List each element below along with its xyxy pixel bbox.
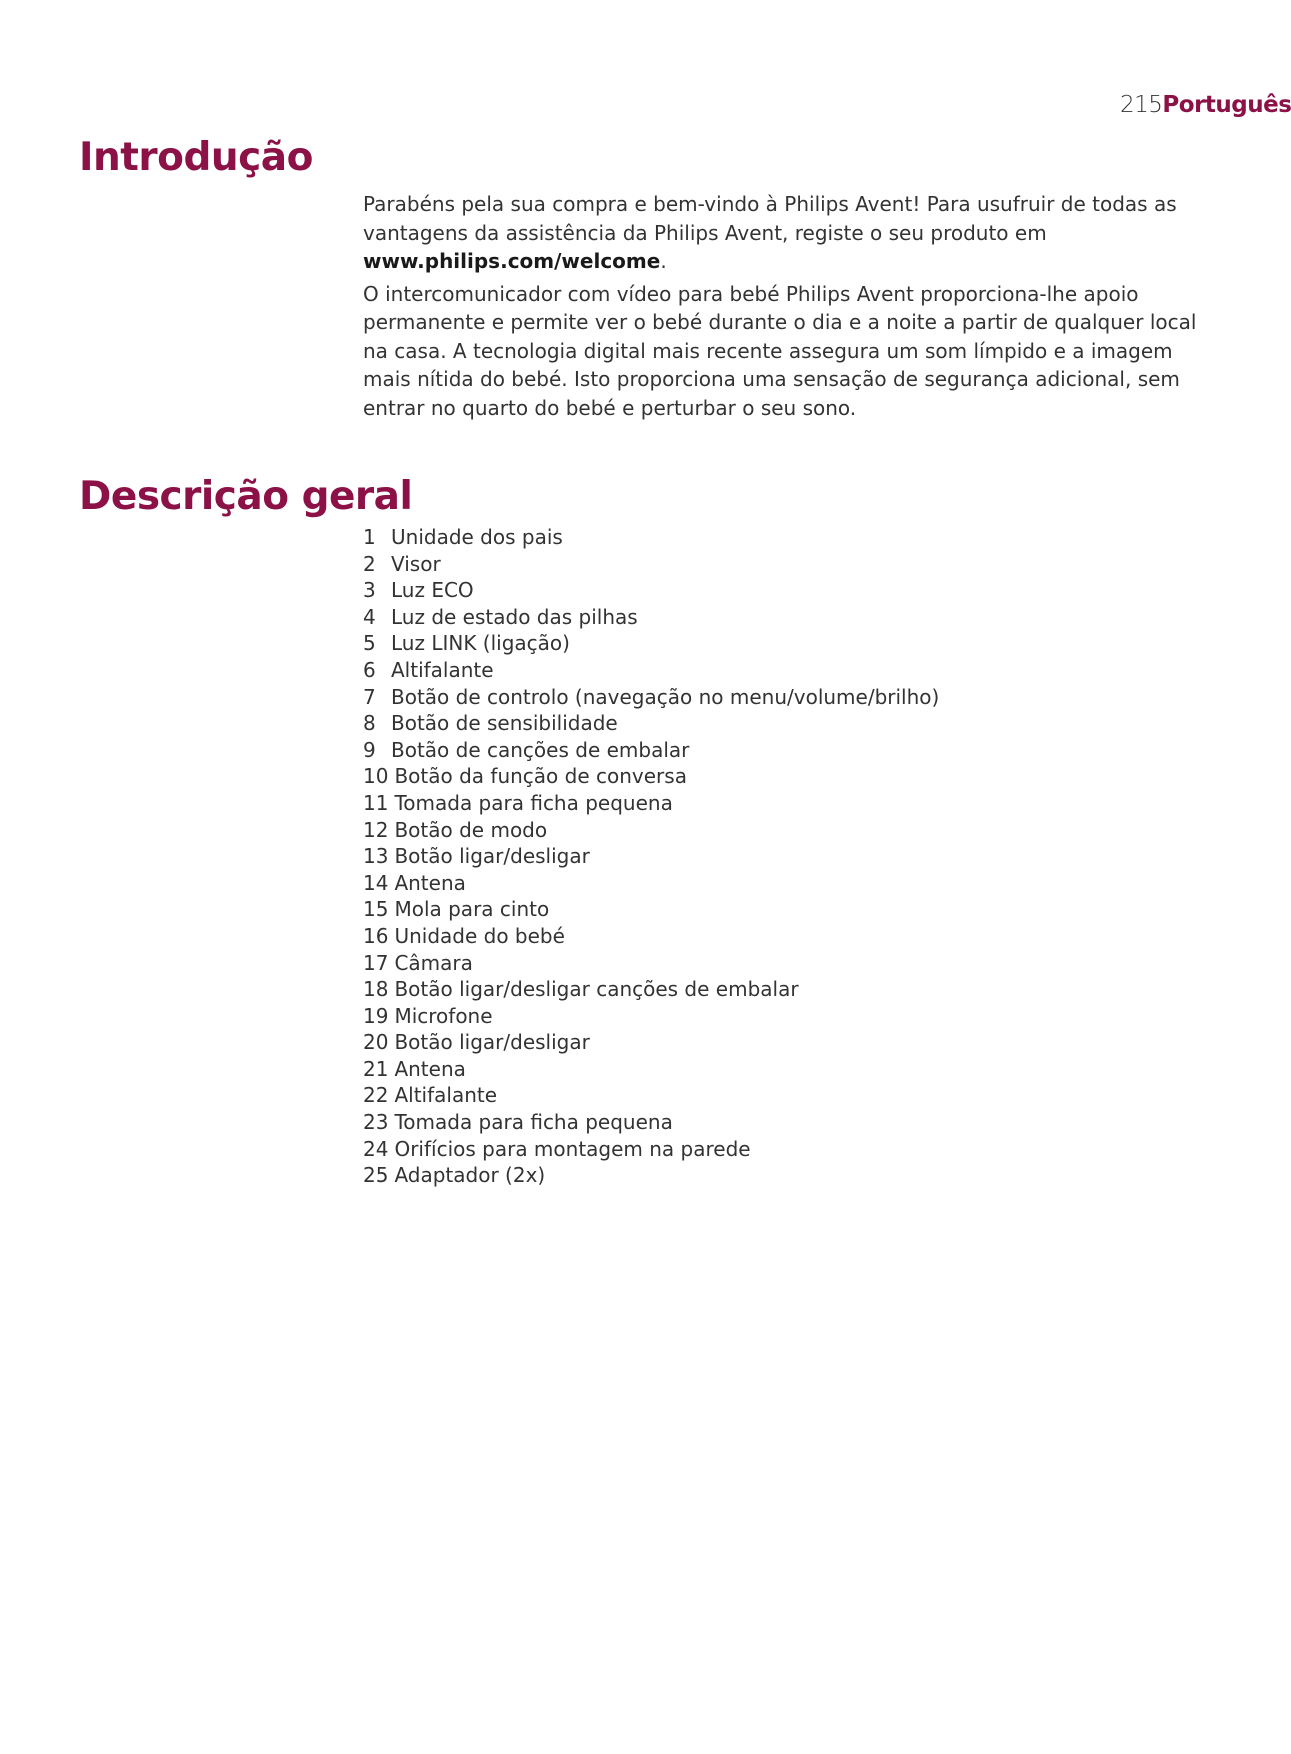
list-item-label: Microfone [394,1003,493,1028]
list-item-label: Botão ligar/desligar [394,1030,590,1055]
list-item-number: 10 [363,764,389,789]
list-item-label: Antena [394,1056,466,1081]
list-item-number: 16 [363,923,389,948]
list-item-number: 4 [363,604,376,629]
list-item-label: Antena [394,870,466,895]
intro-heading: Introdução [79,135,313,180]
list-item [363,684,1163,711]
intro-text: Parabéns pela sua compra e bem-vindo à Philips Avent! Para usufruir de todas as vantagens da assistência da Philips Avent, registe o seu produto em [363,192,1177,245]
list-item [363,1056,1163,1083]
list-item-label: Altifalante [391,657,494,682]
list-item [363,1082,1163,1109]
list-item-number: 5 [363,631,376,656]
list-item-number: 21 [363,1056,389,1081]
list-item-label: Luz ECO [391,578,474,603]
list-item-number: 1 [363,525,376,549]
list-item-number: 17 [363,950,389,975]
list-item-label: Visor [391,551,441,576]
list-item [363,630,1163,657]
list-item-number: 14 [363,870,389,895]
list-item-number: 25 [363,1163,389,1188]
list-item-label: Luz LINK (ligação) [391,631,570,656]
overview-heading: Descrição geral [79,474,413,519]
welcome-url: www.philips.com/welcome [363,249,661,273]
intro-text-end: . [660,249,667,273]
list-item-number: 2 [363,551,376,576]
list-item-label: Unidade dos pais [391,525,563,549]
page-header [1120,85,1291,125]
list-item [363,870,1163,897]
list-item-number: 8 [363,711,376,736]
page-number: 215 [1120,92,1163,118]
list-item [363,896,1163,923]
list-item [363,737,1163,764]
list-item-label: Luz de estado das pilhas [391,604,638,629]
list-item [363,950,1163,977]
list-item [363,843,1163,870]
list-item-number: 11 [363,790,389,815]
list-item [363,763,1163,790]
page-language: Português [1162,92,1291,118]
list-item-number: 19 [363,1003,389,1028]
list-item [363,551,1163,578]
list-item-number: 6 [363,657,376,682]
list-item-label: Adaptador (2x) [394,1163,546,1188]
list-item-label: Botão de canções de embalar [391,737,690,762]
list-item [363,604,1163,631]
list-item-label: Botão de modo [394,817,548,842]
list-item-label: Altifalante [394,1083,498,1108]
list-item [363,657,1163,684]
list-item [363,577,1163,604]
list-item-label: Botão de controlo (navegação no menu/volume/brilho) [391,684,940,709]
list-item-number: 18 [363,977,389,1002]
list-item-label: Orifícios para montagem na parede [394,1136,751,1161]
list-item [363,1109,1163,1136]
list-item-label: Botão da função de conversa [394,764,687,789]
list-item-number: 24 [363,1136,389,1161]
list-item-label: Tomada para ficha pequena [394,1110,673,1135]
list-item [363,790,1163,817]
parts-list [363,524,1163,1189]
intro-paragraph-description: O intercomunicador com vídeo para bebé Philips Avent proporciona-lhe apoio permanente e permite ver o bebé durante o dia e a noite a partir de qualquer local na casa. A tecnologia digital mais recente assegura um som límpido e a imagem mais nítida do bebé. Isto proporciona uma sensação de segurança adicional, sem entrar no quarto do bebé e perturbar o seu sono. [363,281,1197,420]
list-item [363,1003,1163,1030]
list-item-number: 13 [363,844,389,869]
intro-body [363,190,1213,426]
list-item-number: 15 [363,897,389,922]
list-item-label: Botão ligar/desligar canções de embalar [394,977,799,1002]
list-item-number: 7 [363,684,376,709]
list-item [363,524,1163,551]
list-item [363,817,1163,844]
list-item-label: Tomada para ficha pequena [394,790,673,815]
list-item-number: 12 [363,817,389,842]
list-item-number: 22 [363,1083,389,1108]
list-item-number: 9 [363,737,376,762]
list-item [363,710,1163,737]
list-item-label: Câmara [394,950,473,975]
list-item-number: 23 [363,1110,389,1135]
list-item-number: 20 [363,1030,389,1055]
list-item-label: Mola para cinto [394,897,550,922]
list-item [363,976,1163,1003]
list-item [363,1029,1163,1056]
list-item [363,1162,1163,1189]
list-item-label: Unidade do bebé [394,923,565,948]
list-item [363,923,1163,950]
list-item-label: Botão de sensibilidade [391,711,618,736]
list-item-number: 3 [363,578,376,603]
list-item [363,1136,1163,1163]
intro-paragraph-registration [363,190,1213,276]
list-item-label: Botão ligar/desligar [394,844,590,869]
